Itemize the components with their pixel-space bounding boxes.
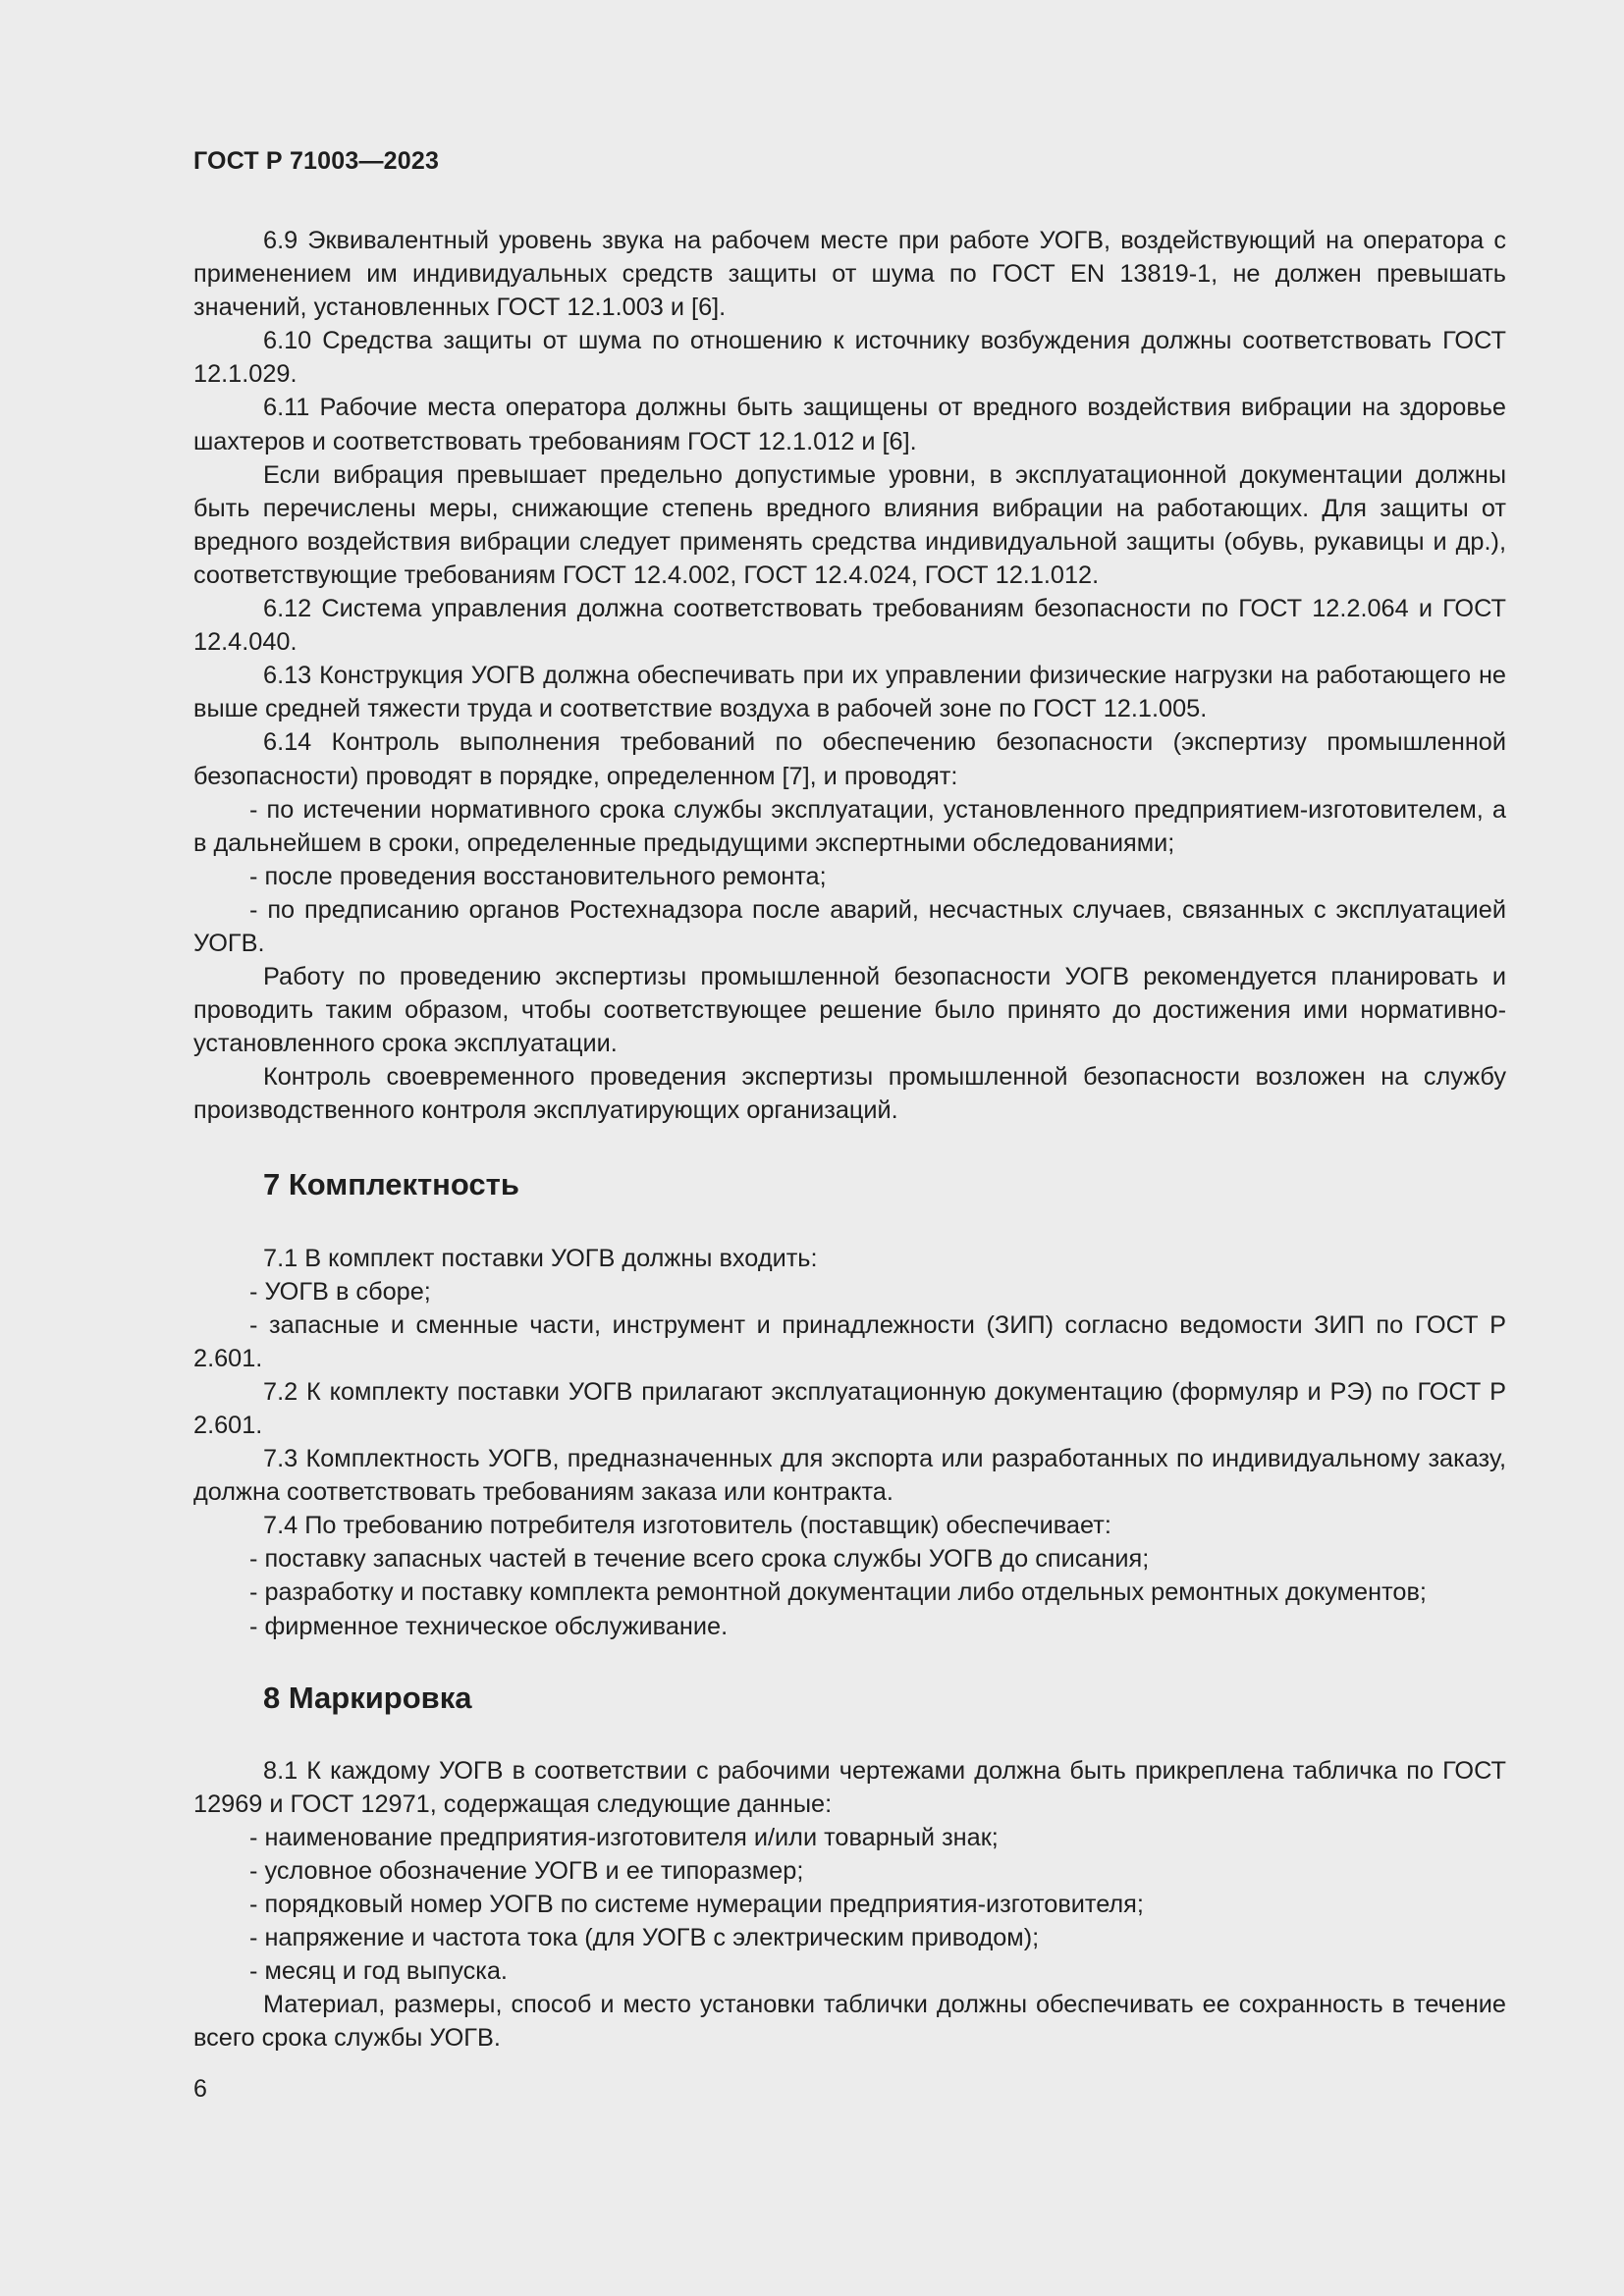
section-8-heading: 8 Маркировка — [263, 1680, 472, 1715]
paragraph-plate-durability: Материал, размеры, способ и место установки таблички должны обеспечивать ее сохранность в течение всего срока службы УОГВ. — [193, 1991, 1506, 2053]
paragraph-6-14: 6.14 Контроль выполнения требований по обеспечению безопасности (экспертизу промышленной безопасности) проводят в порядке, определенном [7], и проводят: — [193, 728, 1506, 790]
document-body — [193, 224, 1506, 2056]
paragraph-vibration: Если вибрация превышает предельно допустимые уровни, в эксплуатационной документации должны быть перечислены меры, снижающие степень вредного влияния вибрации на работающих. Для защиты от вредного воздействия вибрации следует применять средства индивидуальной защиты (обувь, рукавицы и др.), соответствующие требованиям ГОСТ 12.4.002, ГОСТ 12.4.024, ГОСТ 12.1.012. — [193, 460, 1506, 589]
list-item: - порядковый номер УОГВ по системе нумерации предприятия-изготовителя; — [249, 1891, 1144, 1919]
paragraph-6-12: 6.12 Система управления должна соответствовать требованиям безопасности по ГОСТ 12.2.064 и ГОСТ 12.4.040. — [193, 595, 1506, 657]
list-item: - после проведения восстановительного ремонта; — [249, 862, 827, 890]
list-item: - по истечении нормативного срока службы эксплуатации, установленного предприятием-изготовителем, а в дальнейшем в сроки, определенные предыдущими экспертными обследованиями; — [193, 795, 1506, 857]
paragraph-7-1: 7.1 В комплект поставки УОГВ должны входить: — [263, 1244, 818, 1272]
paragraph-expertise-control: Контроль своевременного проведения экспертизы промышленной безопасности возложен на службу производственного контроля эксплуатирующих организаций. — [193, 1063, 1506, 1125]
paragraph-8-1: 8.1 К каждому УОГВ в соответствии с рабочими чертежами должна быть прикреплена табличка по ГОСТ 12969 и ГОСТ 12971, содержащая следующие данные: — [193, 1756, 1506, 1818]
list-item: - условное обозначение УОГВ и ее типоразмер; — [249, 1856, 804, 1885]
paragraph-expertise-planning: Работу по проведению экспертизы промышленной безопасности УОГВ рекомендуется планировать и проводить таким образом, чтобы соответствующее решение было принято до достижения ими нормативно-установленного срока эксплуатации. — [193, 963, 1506, 1058]
paragraph-7-2: 7.2 К комплекту поставки УОГВ прилагают эксплуатационную документацию (формуляр и РЭ) по ГОСТ Р 2.601. — [193, 1377, 1506, 1439]
page-number: 6 — [193, 2075, 207, 2103]
section-7-heading: 7 Комплектность — [263, 1166, 519, 1201]
paragraph-7-4: 7.4 По требованию потребителя изготовитель (поставщик) обеспечивает: — [263, 1512, 1111, 1540]
list-item: - фирменное техническое обслуживание. — [249, 1612, 729, 1640]
paragraph-6-9: 6.9 Эквивалентный уровень звука на рабочем месте при работе УОГВ, воздействующий на оператора с применением им индивидуальных средств защиты от шума по ГОСТ EN 13819-1, не должен превышать значений, установленных ГОСТ 12.1.003 и [6]. — [193, 227, 1506, 322]
paragraph-6-11: 6.11 Рабочие места оператора должны быть защищены от вредного воздействия вибрации на здоровье шахтеров и соответствовать требованиям ГОСТ 12.1.012 и [6]. — [193, 394, 1506, 455]
list-item: - поставку запасных частей в течение всего срока службы УОГВ до списания; — [249, 1545, 1150, 1574]
paragraph-6-13: 6.13 Конструкция УОГВ должна обеспечивать при их управлении физические нагрузки на работающего не выше средней тяжести труда и соответствие воздуха в рабочей зоне по ГОСТ 12.1.005. — [193, 662, 1506, 723]
list-item: - месяц и год выпуска. — [249, 1957, 508, 1986]
list-item: - по предписанию органов Ростехнадзора после аварий, несчастных случаев, связанных с эксплуатацией УОГВ. — [193, 895, 1506, 957]
list-item: - запасные и сменные части, инструмент и принадлежности (ЗИП) согласно ведомости ЗИП по ГОСТ Р 2.601. — [193, 1310, 1506, 1372]
paragraph-7-3: 7.3 Комплектность УОГВ, предназначенных для экспорта или разработанных по индивидуальному заказу, должна соответствовать требованиям заказа или контракта. — [193, 1445, 1506, 1507]
paragraph-6-10: 6.10 Средства защиты от шума по отношению к источнику возбуждения должны соответствовать ГОСТ 12.1.029. — [193, 327, 1506, 389]
list-item: - УОГВ в сборе; — [249, 1277, 431, 1306]
list-item: - разработку и поставку комплекта ремонтной документации либо отдельных ремонтных документов; — [249, 1578, 1427, 1607]
list-item: - напряжение и частота тока (для УОГВ с электрическим приводом); — [249, 1924, 1040, 1952]
list-item: - наименование предприятия-изготовителя и/или товарный знак; — [249, 1823, 999, 1851]
standard-header: ГОСТ Р 71003—2023 — [193, 147, 440, 175]
